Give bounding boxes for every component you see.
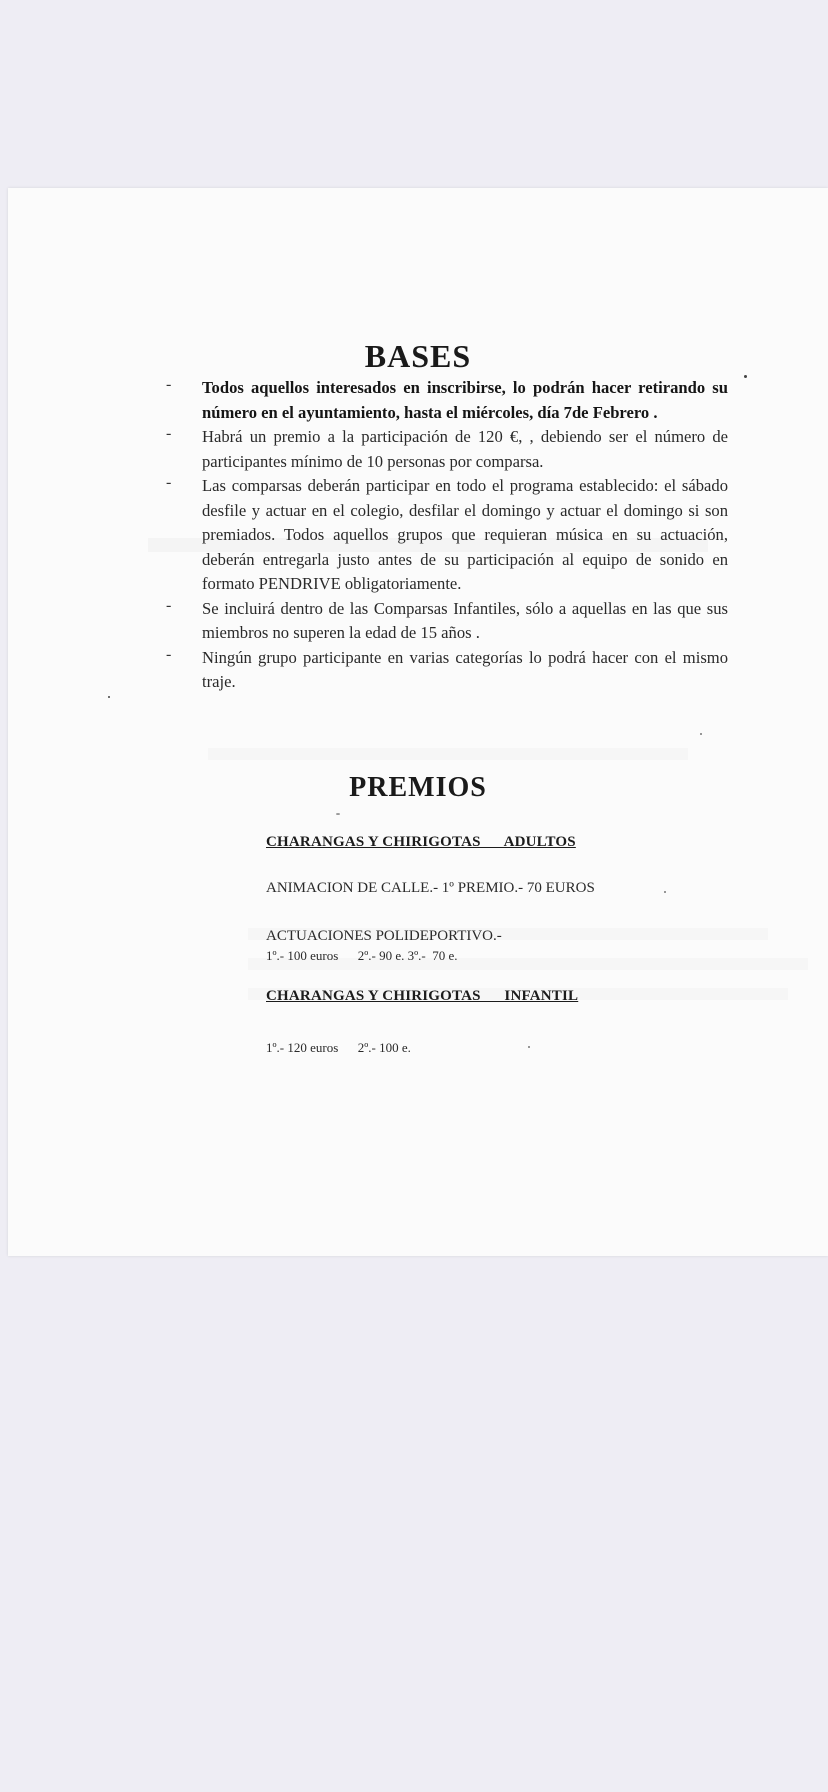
rule-bullet: - [166,425,172,442]
rule-item [8,646,828,695]
scan-speck [336,813,340,815]
rule-bullet: - [166,596,172,614]
rule-bullet: - [166,474,172,491]
bleed-through-mark [208,748,688,760]
category-heading: CHARANGAS Y CHIRIGOTAS ADULTOS [266,834,576,850]
scan-speck [744,375,747,378]
rule-item [8,376,828,425]
scan-speck [108,696,110,698]
actuaciones-prizes: 1º.- 100 euros 2º.- 90 e. 3º.- 70 e. [266,948,458,963]
rules-list [8,376,828,695]
scan-speck [664,891,666,893]
animacion-line: ANIMACION DE CALLE.- 1º PREMIO.- 70 EUROS [266,880,595,896]
bases-title: BASES [364,338,472,374]
infantil-prizes: 1º.- 120 euros 2º.- 100 e. [266,1040,411,1055]
infantil-heading [266,988,578,1005]
premios-title: PREMIOS [349,772,487,803]
rule-bullet: - [166,376,172,393]
rule-text: Habrá un premio a la participación de 120 €, , debiendo ser el número de participantes mínimo de 10 personas por comparsa. [202,427,728,471]
rule-text: Las comparsas deberán participar en todo el programa establecido: el sábado desfile y actuar en el colegio, desfilar el domingo y actuar el domingo si son premiados. Todos aquellos grupos que requieran música en su actuación, deberán entregarla justo antes de su participación al equipo de sonido en formato PENDRIVE obligatoriamente. [202,476,728,593]
rule-text: Ningún grupo participante en varias categorías lo podrá hacer con el mismo traje. [202,647,728,691]
actuaciones-label: ACTUACIONES POLIDEPORTIVO.- [266,928,502,944]
rule-text: Se incluirá dentro de las Comparsas Infantiles, sólo a aquellas en las que sus miembros no superen la edad de 15 años . [202,598,728,642]
rule-bullet: - [166,645,172,663]
scan-speck [528,1046,530,1048]
rule-item [8,597,828,646]
scan-speck [700,733,702,735]
scanned-document-page [8,188,828,1256]
rule-item [8,425,828,474]
rule-text: Todos aquellos interesados en inscribirse, lo podrán hacer retirando su número en el ayuntamiento, hasta el miércoles, día 7de Febrero . [202,378,728,422]
rule-item [8,474,828,597]
adultos-heading [266,834,576,851]
category-heading: CHARANGAS Y CHIRIGOTAS INFANTIL [266,988,579,1004]
